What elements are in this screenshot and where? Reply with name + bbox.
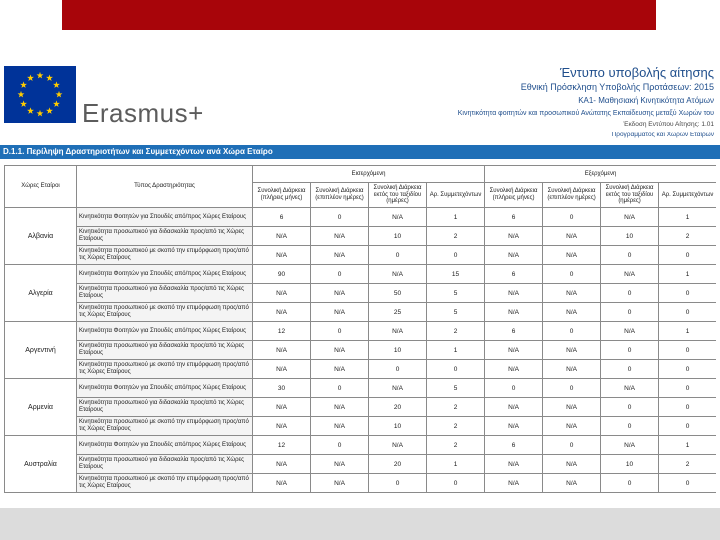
header-activity: Τύπος Δραστηριότητας [77, 166, 253, 208]
table-row [5, 341, 717, 360]
value-cell: N/A [311, 284, 369, 303]
value-cell: 2 [427, 227, 485, 246]
activity-cell: Κινητικότητα προσωπικού για διδασκαλία προς/από τις Χώρες Εταίρους [77, 341, 253, 360]
value-cell: 2 [427, 398, 485, 417]
activity-cell: Κινητικότητα προσωπικού με σκοπό την επιμόρφωση προς/από τις Χώρες Εταίρους [77, 303, 253, 322]
value-cell: 12 [253, 322, 311, 341]
value-cell: N/A [601, 436, 659, 455]
value-cell: N/A [543, 227, 601, 246]
value-cell: N/A [485, 246, 543, 265]
value-cell: 0 [601, 360, 659, 379]
value-cell: 1 [427, 341, 485, 360]
table-row [5, 379, 717, 398]
value-cell: N/A [543, 303, 601, 322]
subheader-col: Συνολική Διάρκεια (πλήρεις μήνες) [485, 183, 543, 208]
value-cell: 6 [485, 265, 543, 284]
value-cell: 2 [427, 436, 485, 455]
value-cell: N/A [253, 284, 311, 303]
value-cell: N/A [601, 208, 659, 227]
value-cell: 2 [659, 455, 716, 474]
table-row [5, 360, 717, 379]
value-cell: N/A [369, 379, 427, 398]
value-cell: 0 [427, 474, 485, 493]
value-cell: 0 [543, 379, 601, 398]
value-cell: 20 [369, 398, 427, 417]
value-cell: N/A [311, 360, 369, 379]
activity-cell: Κινητικότητα Φοιτητών για Σπουδές από/προς Χώρες Εταίρους [77, 322, 253, 341]
value-cell: 1 [427, 455, 485, 474]
eu-star [37, 110, 44, 117]
section-title: D.1.1. Περίληψη Δραστηριοτήτων και Συμμετεχόντων ανά Χώρα Εταίρο [0, 145, 720, 159]
value-cell: 0 [601, 398, 659, 417]
table-row [5, 208, 717, 227]
subheader-col: Συνολική Διάρκεια (επιπλέον ημέρες) [543, 183, 601, 208]
value-cell: 12 [253, 436, 311, 455]
table-row [5, 265, 717, 284]
footer-strip [0, 508, 720, 540]
value-cell: 30 [253, 379, 311, 398]
header-country: Χώρες Εταίροι [5, 166, 77, 208]
value-cell: 10 [601, 227, 659, 246]
value-cell: 0 [659, 398, 716, 417]
value-cell: 1 [659, 436, 716, 455]
value-cell: 2 [427, 417, 485, 436]
table-row [5, 227, 717, 246]
activity-cell: Κινητικότητα προσωπικού με σκοπό την επιμόρφωση προς/από τις Χώρες Εταίρους [77, 474, 253, 493]
value-cell: 5 [427, 379, 485, 398]
value-cell: 0 [427, 360, 485, 379]
value-cell: 25 [369, 303, 427, 322]
value-cell: N/A [601, 322, 659, 341]
table-row [5, 246, 717, 265]
subheader-col: Συνολική Διάρκεια εκτός του ταξιδίου (ημέρες) [601, 183, 659, 208]
value-cell: N/A [485, 398, 543, 417]
value-cell: 0 [601, 246, 659, 265]
value-cell: 0 [311, 322, 369, 341]
value-cell: 90 [253, 265, 311, 284]
table-row [5, 284, 717, 303]
value-cell: 0 [659, 284, 716, 303]
value-cell: N/A [253, 227, 311, 246]
value-cell: 6 [485, 322, 543, 341]
country-cell: Αλβανία [5, 208, 77, 265]
value-cell: 0 [659, 474, 716, 493]
eu-star [20, 100, 27, 107]
table-row [5, 474, 717, 493]
country-cell: Αυστραλία [5, 436, 77, 493]
value-cell: 0 [543, 322, 601, 341]
value-cell: N/A [369, 436, 427, 455]
value-cell: 0 [311, 265, 369, 284]
activity-cell: Κινητικότητα Φοιτητών για Σπουδές από/προς Χώρες Εταίρους [77, 265, 253, 284]
table-row [5, 455, 717, 474]
activity-cell: Κινητικότητα Φοιτητών για Σπουδές από/προς Χώρες Εταίρους [77, 208, 253, 227]
value-cell: N/A [543, 246, 601, 265]
eu-flag-icon [4, 66, 76, 123]
value-cell: N/A [485, 227, 543, 246]
value-cell: 1 [427, 208, 485, 227]
value-cell: 0 [369, 474, 427, 493]
activity-cell: Κινητικότητα προσωπικού για διδασκαλία προς/από τις Χώρες Εταίρους [77, 398, 253, 417]
table-row [5, 436, 717, 455]
value-cell: 2 [427, 322, 485, 341]
subheader-col: Συνολική Διάρκεια (επιπλέον ημέρες) [311, 183, 369, 208]
activity-cell: Κινητικότητα Φοιτητών για Σπουδές από/προς Χώρες Εταίρους [77, 436, 253, 455]
value-cell: N/A [543, 417, 601, 436]
value-cell: 10 [369, 417, 427, 436]
activity-cell: Κινητικότητα Φοιτητών για Σπουδές από/προς Χώρες Εταίρους [77, 379, 253, 398]
value-cell: N/A [543, 341, 601, 360]
country-cell: Αργεντινή [5, 322, 77, 379]
activity-cell: Κινητικότητα προσωπικού με σκοπό την επιμόρφωση προς/από τις Χώρες Εταίρους [77, 246, 253, 265]
value-cell: 0 [601, 417, 659, 436]
eu-star [18, 91, 25, 98]
form-header [404, 66, 714, 141]
value-cell: N/A [543, 284, 601, 303]
eu-star [53, 81, 60, 88]
form-title: Έντυπο υποβολής αίτησης [559, 65, 714, 80]
top-banner-bar [62, 0, 656, 30]
eu-star [56, 91, 63, 98]
value-cell: N/A [369, 265, 427, 284]
value-cell: 5 [427, 303, 485, 322]
subheader-col: Αρ. Συμμετεχόντων [659, 183, 716, 208]
value-cell: 1 [659, 265, 716, 284]
value-cell: 0 [659, 379, 716, 398]
value-cell: N/A [485, 303, 543, 322]
value-cell: 0 [659, 417, 716, 436]
value-cell: N/A [311, 417, 369, 436]
value-cell: 0 [427, 246, 485, 265]
value-cell: N/A [311, 474, 369, 493]
value-cell: N/A [311, 303, 369, 322]
activity-cell: Κινητικότητα προσωπικού με σκοπό την επιμόρφωση προς/από τις Χώρες Εταίρους [77, 360, 253, 379]
value-cell: N/A [369, 322, 427, 341]
value-cell: 0 [601, 303, 659, 322]
value-cell: 0 [311, 379, 369, 398]
value-cell: 5 [427, 284, 485, 303]
value-cell: 10 [369, 227, 427, 246]
action-line: ΚΑ1- Μαθησιακή Κινητικότητα Ατόμων [578, 96, 714, 105]
value-cell: 0 [601, 341, 659, 360]
value-cell: 20 [369, 455, 427, 474]
value-cell: N/A [253, 455, 311, 474]
mobility-line: Κινητικότητα φοιτητών και προσωπικού Ανώτατης Εκπαίδευσης μεταξύ Χωρών του [457, 110, 714, 117]
value-cell: 0 [601, 474, 659, 493]
value-cell: 0 [659, 303, 716, 322]
subheader-col: Αρ. Συμμετεχόντων [427, 183, 485, 208]
value-cell: 10 [369, 341, 427, 360]
value-cell: 0 [659, 341, 716, 360]
value-cell: 6 [485, 208, 543, 227]
value-cell: N/A [543, 398, 601, 417]
value-cell: 0 [485, 379, 543, 398]
value-cell: 0 [543, 265, 601, 284]
value-cell: N/A [485, 417, 543, 436]
eu-star [27, 107, 34, 114]
value-cell: 6 [253, 208, 311, 227]
table-row [5, 417, 717, 436]
table-row [5, 398, 717, 417]
table-row [5, 322, 717, 341]
value-cell: N/A [311, 455, 369, 474]
value-cell: N/A [543, 360, 601, 379]
eu-star [37, 72, 44, 79]
activity-cell: Κινητικότητα προσωπικού για διδασκαλία προς/από τις Χώρες Εταίρους [77, 455, 253, 474]
value-cell: N/A [311, 398, 369, 417]
eu-star [20, 81, 27, 88]
value-cell: N/A [369, 208, 427, 227]
subheader-col: Συνολική Διάρκεια (πλήρεις μήνες) [253, 183, 311, 208]
value-cell: 0 [659, 360, 716, 379]
value-cell: 15 [427, 265, 485, 284]
value-cell: N/A [253, 341, 311, 360]
value-cell: N/A [485, 455, 543, 474]
value-cell: N/A [601, 379, 659, 398]
value-cell: N/A [311, 227, 369, 246]
value-cell: 10 [601, 455, 659, 474]
activity-cell: Κινητικότητα προσωπικού για διδασκαλία προς/από τις Χώρες Εταίρους [77, 227, 253, 246]
activity-summary-table [4, 165, 716, 493]
value-cell: 50 [369, 284, 427, 303]
eu-star [27, 74, 34, 81]
value-cell: N/A [485, 360, 543, 379]
value-cell: 0 [543, 436, 601, 455]
table-container [4, 165, 716, 508]
value-cell: 1 [659, 322, 716, 341]
header-incoming: Εισερχόμενη [253, 166, 485, 183]
country-cell: Αλγερία [5, 265, 77, 322]
value-cell: 0 [601, 284, 659, 303]
value-cell: N/A [311, 246, 369, 265]
value-cell: N/A [485, 474, 543, 493]
eu-star [46, 74, 53, 81]
value-cell: N/A [253, 246, 311, 265]
activity-cell: Κινητικότητα προσωπικού με σκοπό την επιμόρφωση προς/από τις Χώρες Εταίρους [77, 417, 253, 436]
value-cell: N/A [601, 265, 659, 284]
value-cell: 2 [659, 227, 716, 246]
value-cell: N/A [253, 474, 311, 493]
country-cell: Αρμενία [5, 379, 77, 436]
value-cell: 0 [311, 436, 369, 455]
value-cell: N/A [253, 398, 311, 417]
value-cell: N/A [253, 303, 311, 322]
value-cell: 0 [659, 246, 716, 265]
value-cell: N/A [253, 417, 311, 436]
erasmus-logo-text: Erasmus+ [82, 98, 204, 128]
table-row [5, 303, 717, 322]
activity-cell: Κινητικότητα προσωπικού για διδασκαλία προς/από τις Χώρες Εταίρους [77, 284, 253, 303]
value-cell: 0 [311, 208, 369, 227]
subheader-col: Συνολική Διάρκεια εκτός του ταξιδίου (ημέρες) [369, 183, 427, 208]
value-cell: 1 [659, 208, 716, 227]
value-cell: 6 [485, 436, 543, 455]
value-cell: N/A [253, 360, 311, 379]
form-version: Έκδοση Εντύπου Αίτησης: 1.01 [623, 121, 714, 128]
value-cell: 0 [369, 360, 427, 379]
mobility-line-cont: Προγράμματος και Χωρών Εταίρων [611, 132, 714, 138]
header-outgoing: Εξερχόμενη [485, 166, 716, 183]
value-cell: N/A [543, 455, 601, 474]
value-cell: 0 [369, 246, 427, 265]
value-cell: N/A [543, 474, 601, 493]
value-cell: N/A [485, 341, 543, 360]
eu-star [46, 107, 53, 114]
eu-star [53, 100, 60, 107]
value-cell: 0 [543, 208, 601, 227]
value-cell: N/A [485, 284, 543, 303]
value-cell: N/A [311, 341, 369, 360]
call-line: Εθνική Πρόσκληση Υποβολής Προτάσεων: 2015 [520, 82, 714, 92]
